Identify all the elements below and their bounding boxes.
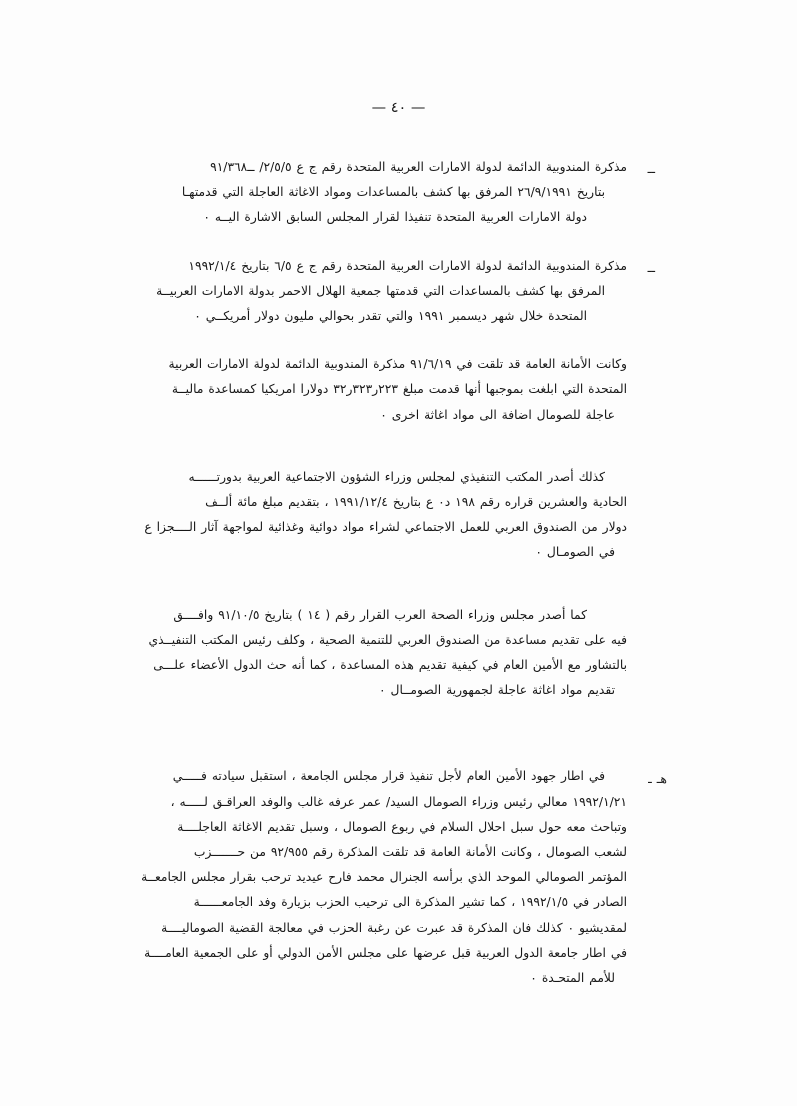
paragraph-line: كذلك أصدر المكتب التنفيذي لمجلس وزراء الشؤون الاجتماعية العربية بدورتــــــه: [188, 469, 605, 484]
paragraph-line: لشعب الصومال ، وكانت الأمانة العامة قد تلقت المذكرة رقم ٩٢/٩٥٥ من حـــــــزب: [193, 845, 627, 860]
paragraph-line: المتحدة التي ابلغت بموجبها أنها قدمت مبلغ ٢٢٣ر٣٢٣ر٣٢ دولارا امريكيا كمساعدة ماليــة: [171, 382, 627, 397]
paragraph-6: [141, 764, 667, 991]
paragraph-1: [172, 155, 655, 231]
paragraph-line: المرفق بها كشف بالمساعدات التي قدمتها جمعية الهلال الاحمر بدولة الامارات العربيــة: [156, 283, 605, 298]
paragraph-spacer: [172, 716, 627, 740]
paragraph-3: [168, 352, 627, 428]
paragraph-spacer: [172, 740, 627, 764]
paragraph-line: المؤتمر الصومالي الموحد الذي برأسه الجنرال محمد فارح عيديد ترحب بقرار مجلس الجامعــة: [141, 870, 627, 885]
paragraph-5: [148, 603, 627, 704]
paragraph-spacer: [172, 579, 627, 603]
paragraph-line: الصادر في ١٩٩٢/١/٥ ، كما تشير المذكرة الى ترحيب الحزب بزيارة وفد الجامعــــــة: [193, 895, 627, 910]
paragraph-line: تقديم مواد اغاثة عاجلة لجمهورية الصومــال ٠: [379, 683, 615, 698]
paragraph-line: وتباحث معه حول سبل احلال السلام في ربوع الصومال ، وسبل تقديم الاغاثة العاجلــــة: [177, 819, 627, 834]
paragraph-line: وكانت الأمانة العامة قد تلقت في ٩١/٦/١٩ مذكرة المندوبية الدائمة لدولة الامارات العربية: [168, 357, 627, 372]
paragraph-line: في الصومـال ٠: [535, 545, 615, 560]
list-dash-marker: ــ: [647, 161, 655, 176]
paragraph-line: دولة الامارات العربية المتحدة تنفيذا لقرار المجلس السابق الاشارة اليــه ٠: [203, 210, 587, 225]
paragraph-line: لمقديشيو ٠ كذلك فان المذكرة قد عبرت عن رغبة الحزب في معالجة القضية الصوماليــــة: [161, 920, 627, 935]
paragraph-spacer: [172, 342, 627, 352]
paragraph-line: بتاريخ ٢٦/٩/١٩٩١ المرفق بها كشف بالمساعدات ومواد الاغاثة العاجلة التي قدمتهـا: [181, 185, 605, 200]
paragraph-line: عاجلة للصومال اضافة الى مواد اغاثة اخرى ٠: [380, 407, 615, 422]
paragraph-line: كما أصدر مجلس وزراء الصحة العرب القرار رقم ( ١٤ ) بتاريخ ٩١/١٠/٥ وافــــق: [173, 607, 587, 622]
paragraph-spacer: [172, 244, 627, 254]
paragraph-line: الحادية والعشرين قراره رقم ١٩٨ د٠ ع بتاريخ ١٩٩١/١٢/٤ ، بتقديم مبلغ مائة ألــف: [205, 495, 627, 510]
paragraph-line: في اطار جامعة الدول العربية قبل عرضها على مجلس الأمن الدولي أو على الجمعية العامــــة: [144, 945, 627, 960]
document-body: [141, 155, 667, 1004]
paragraph-spacer: [172, 441, 627, 465]
page-number: — ٤٠ —: [371, 100, 426, 116]
paragraph-line: دولار من الصندوق العربي للعمل الاجتماعي لشراء مواد دوائية وغذائية لمواجهة آثار الــــجزا ع: [144, 520, 627, 535]
paragraph-line: بالتشاور مع الأمين العام في كيفية تقديم هذه المساعدة ، كما أنه حث الدول الأعضاء علـــى: [153, 658, 627, 673]
paragraph-line: ١٩٩٢/١/٢١ معالي رئيس وزراء الصومال السيد/ عمر عرفه غالب والوفد العراقـق لـــــه ،: [170, 794, 627, 809]
paragraph-line: في اطار جهود الأمين العام لأجل تنفيذ قرار مجلس الجامعة ، استقبل سيادته فـــــي: [172, 769, 605, 784]
paragraph-line: مذكرة المندوبية الدائمة لدولة الامارات العربية المتحدة رقم ج ع ٢/٥/٥/ ــ٩١/٣٦٨: [210, 160, 627, 174]
list-letter-marker: هـ ـ: [648, 771, 667, 787]
paragraph-2: [156, 254, 655, 330]
paragraph-line: للأمم المتحـدة ٠: [530, 971, 615, 986]
paragraph-4: [144, 465, 627, 566]
paragraph-line: المتحدة خلال شهر ديسمبر ١٩٩١ والتي تقدر بحوالي مليون دولار أمريكــي ٠: [194, 309, 587, 324]
paragraph-line: مذكرة المندوبية الدائمة لدولة الامارات العربية المتحدة رقم ج ع ٦/٥ بتاريخ ١٩٩٢/١/٤: [188, 258, 627, 273]
list-dash-marker: ــ: [647, 259, 655, 275]
paragraph-line: فيه على تقديم مساعدة من الصندوق العربي للتنمية الصحية ، وكلف رئيس المكتب التنفيــذي: [148, 632, 627, 647]
